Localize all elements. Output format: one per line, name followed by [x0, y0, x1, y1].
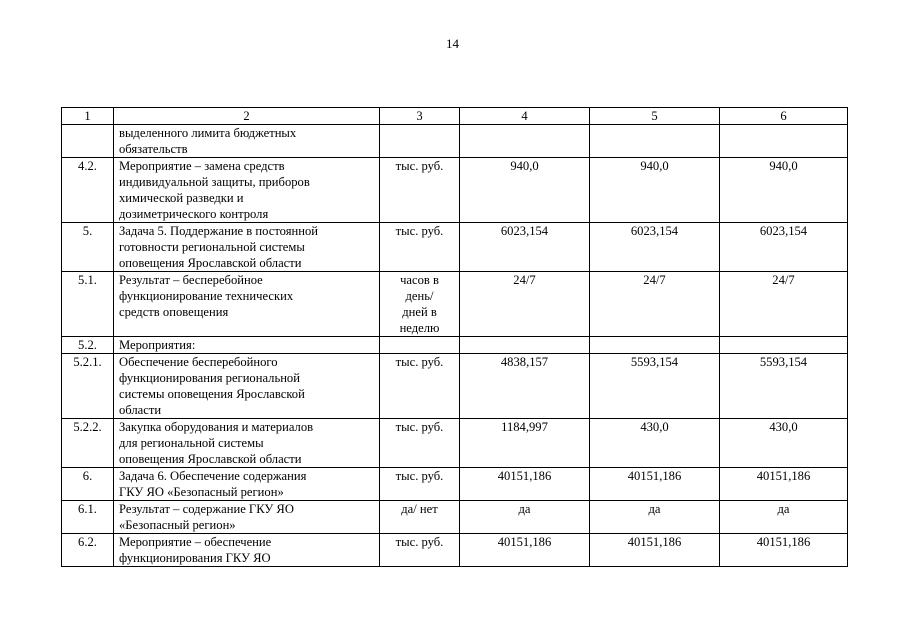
row-number-cell: 6.: [62, 468, 114, 501]
unit-line: тыс. руб.: [395, 420, 444, 434]
unit-cell: [380, 223, 460, 272]
value-cell-col-6: 940,0: [720, 158, 848, 223]
value-cell-col-4: 40151,186: [460, 468, 590, 501]
description-line: системы оповещения Ярославской: [119, 387, 305, 401]
description-line: Задача 5. Поддержание в постоянной: [119, 224, 319, 238]
value-cell-col-6: 40151,186: [720, 534, 848, 567]
description-cell: [114, 337, 380, 354]
value-cell-col-5: [590, 337, 720, 354]
table-row: [62, 125, 848, 158]
row-number-cell: 4.2.: [62, 158, 114, 223]
value-cell-col-5: 5593,154: [590, 354, 720, 419]
description-cell: [114, 272, 380, 337]
description-line: Мероприятие – обеспечение: [119, 535, 272, 549]
value-cell-col-4: [460, 337, 590, 354]
value-cell-col-4: 940,0: [460, 158, 590, 223]
row-number-cell: 5.: [62, 223, 114, 272]
column-number-4: 4: [460, 108, 590, 125]
row-number-cell: 5.2.: [62, 337, 114, 354]
value-cell-col-6: 6023,154: [720, 223, 848, 272]
description-line: средств оповещения: [119, 305, 229, 319]
unit-line: тыс. руб.: [395, 535, 444, 549]
description-cell: [114, 354, 380, 419]
description-line: функционирования ГКУ ЯО: [119, 551, 271, 565]
value-cell-col-5: 6023,154: [590, 223, 720, 272]
row-number-cell: 5.2.2.: [62, 419, 114, 468]
row-number-cell: 5.1.: [62, 272, 114, 337]
value-cell-col-4: 40151,186: [460, 534, 590, 567]
description-line: «Безопасный регион»: [119, 518, 236, 532]
description-line: области: [119, 403, 162, 417]
description-line: Результат – бесперебойное: [119, 273, 263, 287]
data-table: [61, 107, 848, 567]
description-line: Мероприятия:: [119, 338, 196, 352]
page-number: 14: [446, 36, 459, 51]
value-cell-col-4: 24/7: [460, 272, 590, 337]
description-cell: [114, 534, 380, 567]
unit-line: дней в: [402, 305, 437, 319]
column-number-1: 1: [62, 108, 114, 125]
unit-cell: [380, 125, 460, 158]
row-number-cell: 6.1.: [62, 501, 114, 534]
table-row: [62, 158, 848, 223]
description-cell: [114, 419, 380, 468]
table-row: [62, 354, 848, 419]
column-number-6: 6: [720, 108, 848, 125]
row-number-cell: 5.2.1.: [62, 354, 114, 419]
description-cell: [114, 501, 380, 534]
table-row: [62, 419, 848, 468]
value-cell-col-5: 40151,186: [590, 534, 720, 567]
unit-cell: [380, 534, 460, 567]
value-cell-col-4: 4838,157: [460, 354, 590, 419]
column-number-3: 3: [380, 108, 460, 125]
table-header-row: [62, 108, 848, 125]
description-line: дозиметрического контроля: [119, 207, 269, 221]
value-cell-col-6: 40151,186: [720, 468, 848, 501]
column-number-5: 5: [590, 108, 720, 125]
value-cell-col-4: да: [460, 501, 590, 534]
description-line: химической разведки и: [119, 191, 244, 205]
description-line: оповещения Ярославской области: [119, 452, 302, 466]
description-line: Обеспечение бесперебойного: [119, 355, 278, 369]
description-cell: [114, 125, 380, 158]
description-cell: [114, 223, 380, 272]
unit-line: тыс. руб.: [395, 469, 444, 483]
unit-cell: [380, 501, 460, 534]
unit-line: день/: [405, 289, 434, 303]
value-cell-col-4: 6023,154: [460, 223, 590, 272]
unit-line: тыс. руб.: [395, 159, 444, 173]
column-number-2: 2: [114, 108, 380, 125]
value-cell-col-6: 5593,154: [720, 354, 848, 419]
value-cell-col-6: 24/7: [720, 272, 848, 337]
description-line: для региональной системы: [119, 436, 264, 450]
value-cell-col-6: [720, 337, 848, 354]
description-line: выделенного лимита бюджетных: [119, 126, 297, 140]
description-cell: [114, 468, 380, 501]
value-cell-col-5: [590, 125, 720, 158]
value-cell-col-6: да: [720, 501, 848, 534]
value-cell-col-5: 430,0: [590, 419, 720, 468]
description-line: функционирование технических: [119, 289, 294, 303]
value-cell-col-5: 24/7: [590, 272, 720, 337]
row-number-cell: 6.2.: [62, 534, 114, 567]
description-line: Задача 6. Обеспечение содержания: [119, 469, 307, 483]
description-line: индивидуальной защиты, приборов: [119, 175, 310, 189]
description-line: ГКУ ЯО «Безопасный регион»: [119, 485, 284, 499]
description-line: Результат – содержание ГКУ ЯО: [119, 502, 294, 516]
table-row: [62, 534, 848, 567]
unit-line: да/ нет: [401, 502, 438, 516]
unit-cell: [380, 354, 460, 419]
unit-line: тыс. руб.: [395, 355, 444, 369]
unit-cell: [380, 158, 460, 223]
value-cell-col-5: 940,0: [590, 158, 720, 223]
table-row: [62, 337, 848, 354]
unit-cell: [380, 468, 460, 501]
description-line: обязательств: [119, 142, 188, 156]
value-cell-col-6: [720, 125, 848, 158]
unit-line: тыс. руб.: [395, 224, 444, 238]
value-cell-col-4: [460, 125, 590, 158]
table-row: [62, 272, 848, 337]
unit-line: часов в: [400, 273, 439, 287]
value-cell-col-4: 1184,997: [460, 419, 590, 468]
description-line: Мероприятие – замена средств: [119, 159, 285, 173]
description-line: оповещения Ярославской области: [119, 256, 302, 270]
table-row: [62, 501, 848, 534]
table-row: [62, 468, 848, 501]
unit-cell: [380, 419, 460, 468]
unit-cell: [380, 272, 460, 337]
description-line: готовности региональной системы: [119, 240, 305, 254]
unit-cell: [380, 337, 460, 354]
description-line: функционирования региональной: [119, 371, 300, 385]
description-cell: [114, 158, 380, 223]
description-line: Закупка оборудования и материалов: [119, 420, 314, 434]
table-row: [62, 223, 848, 272]
value-cell-col-6: 430,0: [720, 419, 848, 468]
value-cell-col-5: да: [590, 501, 720, 534]
value-cell-col-5: 40151,186: [590, 468, 720, 501]
row-number-cell: [62, 125, 114, 158]
unit-line: неделю: [399, 321, 440, 335]
